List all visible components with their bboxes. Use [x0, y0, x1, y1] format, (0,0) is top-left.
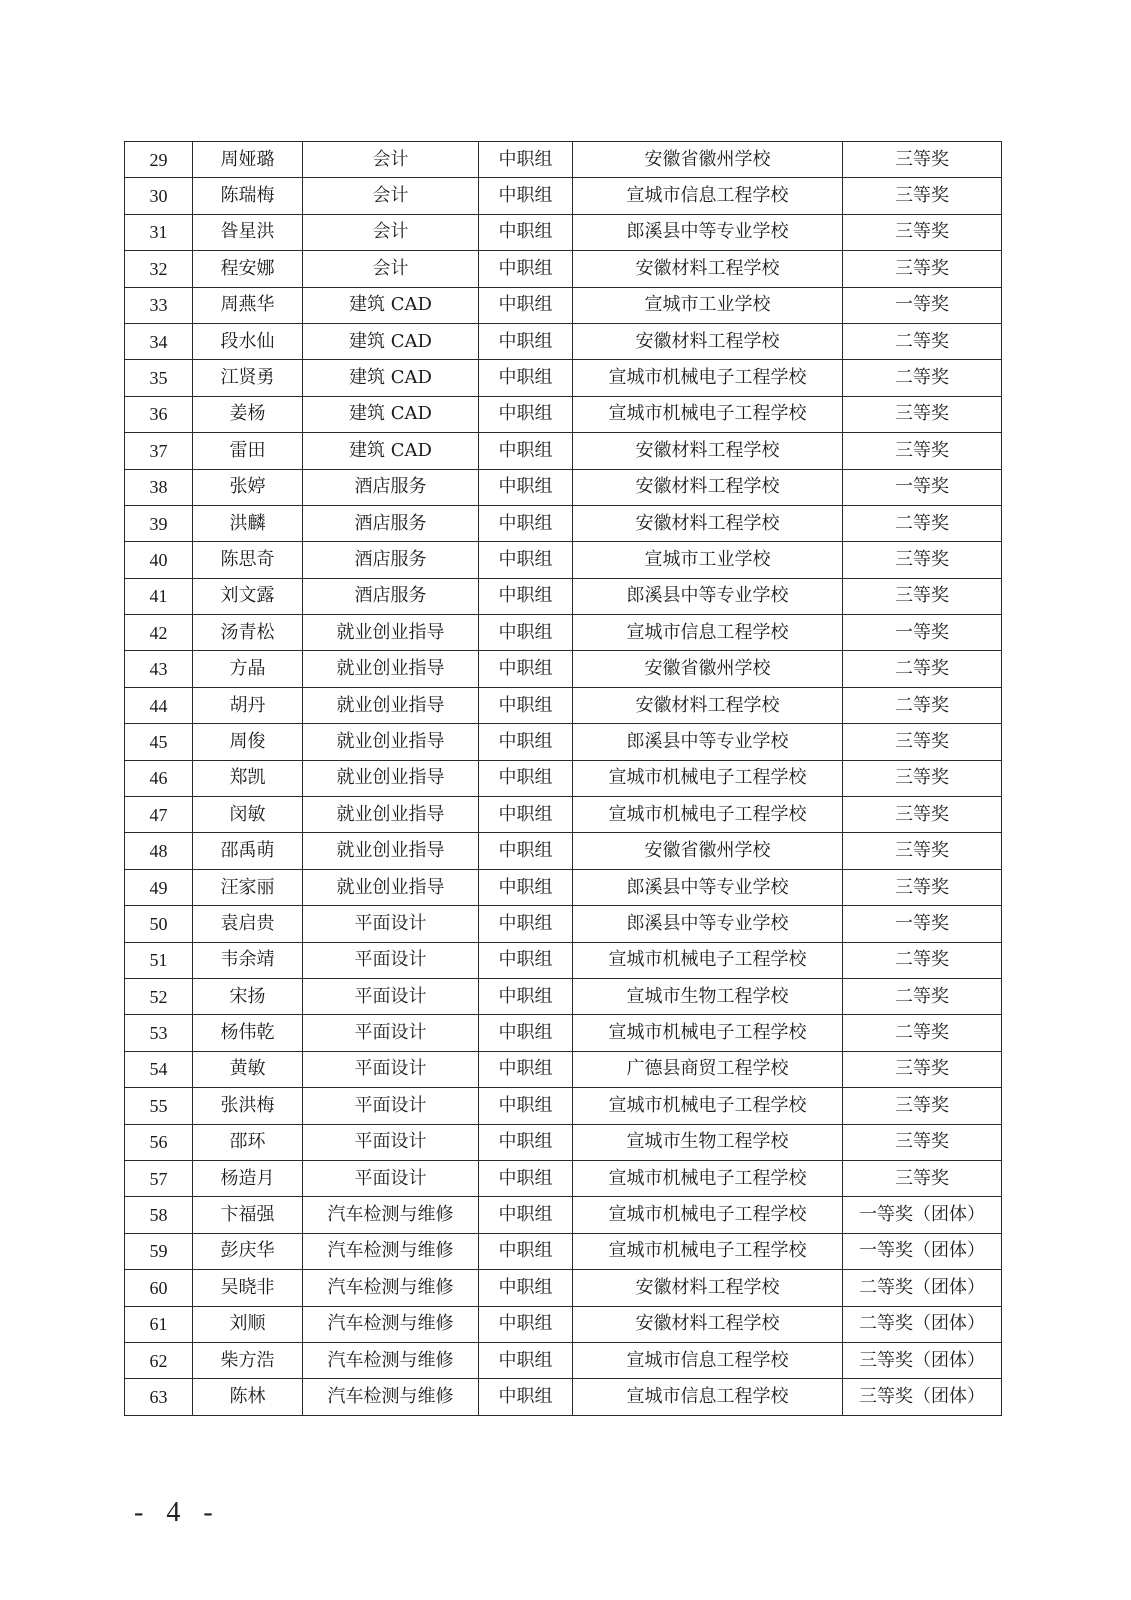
group-cell: 中职组	[479, 1197, 573, 1233]
name-cell: 周燕华	[193, 287, 303, 323]
major-cell: 就业创业指导	[303, 869, 479, 905]
table-row	[125, 287, 1002, 323]
group-cell: 中职组	[479, 869, 573, 905]
award-table	[124, 141, 1002, 1416]
table-row	[125, 906, 1002, 942]
table-row	[125, 651, 1002, 687]
name-cell: 洪麟	[193, 505, 303, 541]
row-number-cell: 31	[125, 214, 193, 250]
award-cell: 三等奖	[843, 1051, 1002, 1087]
group-cell: 中职组	[479, 1160, 573, 1196]
row-number-cell: 61	[125, 1306, 193, 1342]
table-row	[125, 1306, 1002, 1342]
row-number-cell: 29	[125, 142, 193, 178]
group-cell: 中职组	[479, 433, 573, 469]
award-cell: 一等奖	[843, 287, 1002, 323]
name-cell: 杨造月	[193, 1160, 303, 1196]
major-cell: 就业创业指导	[303, 833, 479, 869]
table-row	[125, 142, 1002, 178]
major-cell: 就业创业指导	[303, 760, 479, 796]
major-cell: 就业创业指导	[303, 687, 479, 723]
major-cell: 汽车检测与维修	[303, 1270, 479, 1306]
school-cell: 郎溪县中等专业学校	[573, 906, 843, 942]
group-cell: 中职组	[479, 1233, 573, 1269]
row-number-cell: 62	[125, 1342, 193, 1378]
major-cell: 就业创业指导	[303, 797, 479, 833]
major-cell: 建筑 CAD	[303, 323, 479, 359]
table-row	[125, 251, 1002, 287]
row-number-cell: 58	[125, 1197, 193, 1233]
table-row	[125, 1160, 1002, 1196]
award-cell: 三等奖	[843, 1124, 1002, 1160]
award-cell: 一等奖	[843, 906, 1002, 942]
award-cell: 三等奖	[843, 142, 1002, 178]
school-cell: 安徽材料工程学校	[573, 1306, 843, 1342]
name-cell: 周俊	[193, 724, 303, 760]
school-cell: 宣城市工业学校	[573, 287, 843, 323]
group-cell: 中职组	[479, 505, 573, 541]
school-cell: 安徽材料工程学校	[573, 469, 843, 505]
school-cell: 宣城市信息工程学校	[573, 1342, 843, 1378]
row-number-cell: 55	[125, 1088, 193, 1124]
row-number-cell: 59	[125, 1233, 193, 1269]
school-cell: 安徽材料工程学校	[573, 323, 843, 359]
table-row	[125, 1379, 1002, 1415]
major-cell: 就业创业指导	[303, 724, 479, 760]
name-cell: 吴晓非	[193, 1270, 303, 1306]
school-cell: 广德县商贸工程学校	[573, 1051, 843, 1087]
award-cell: 一等奖	[843, 615, 1002, 651]
row-number-cell: 56	[125, 1124, 193, 1160]
award-cell: 三等奖	[843, 1088, 1002, 1124]
row-number-cell: 48	[125, 833, 193, 869]
row-number-cell: 36	[125, 396, 193, 432]
award-cell: 二等奖	[843, 505, 1002, 541]
school-cell: 郎溪县中等专业学校	[573, 724, 843, 760]
school-cell: 宣城市信息工程学校	[573, 615, 843, 651]
school-cell: 宣城市机械电子工程学校	[573, 1015, 843, 1051]
row-number-cell: 30	[125, 178, 193, 214]
table-row	[125, 360, 1002, 396]
name-cell: 汪家丽	[193, 869, 303, 905]
row-number-cell: 52	[125, 978, 193, 1014]
school-cell: 郎溪县中等专业学校	[573, 869, 843, 905]
name-cell: 张洪梅	[193, 1088, 303, 1124]
name-cell: 段水仙	[193, 323, 303, 359]
name-cell: 郑凯	[193, 760, 303, 796]
name-cell: 杨伟乾	[193, 1015, 303, 1051]
row-number-cell: 50	[125, 906, 193, 942]
group-cell: 中职组	[479, 1342, 573, 1378]
table-row	[125, 797, 1002, 833]
school-cell: 安徽材料工程学校	[573, 1270, 843, 1306]
school-cell: 宣城市机械电子工程学校	[573, 360, 843, 396]
name-cell: 周娅璐	[193, 142, 303, 178]
name-cell: 卞福强	[193, 1197, 303, 1233]
award-cell: 三等奖	[843, 396, 1002, 432]
group-cell: 中职组	[479, 833, 573, 869]
table-row	[125, 1233, 1002, 1269]
school-cell: 宣城市生物工程学校	[573, 978, 843, 1014]
school-cell: 安徽省徽州学校	[573, 651, 843, 687]
award-cell: 三等奖	[843, 797, 1002, 833]
table-row	[125, 542, 1002, 578]
table-row	[125, 469, 1002, 505]
major-cell: 汽车检测与维修	[303, 1233, 479, 1269]
major-cell: 就业创业指导	[303, 651, 479, 687]
school-cell: 宣城市工业学校	[573, 542, 843, 578]
major-cell: 平面设计	[303, 1088, 479, 1124]
school-cell: 宣城市机械电子工程学校	[573, 1197, 843, 1233]
table-row	[125, 687, 1002, 723]
row-number-cell: 42	[125, 615, 193, 651]
row-number-cell: 47	[125, 797, 193, 833]
group-cell: 中职组	[479, 615, 573, 651]
school-cell: 宣城市机械电子工程学校	[573, 1233, 843, 1269]
school-cell: 宣城市生物工程学校	[573, 1124, 843, 1160]
name-cell: 宋扬	[193, 978, 303, 1014]
award-cell: 三等奖	[843, 214, 1002, 250]
award-table-body	[125, 142, 1002, 1416]
table-row	[125, 1197, 1002, 1233]
school-cell: 宣城市机械电子工程学校	[573, 1160, 843, 1196]
school-cell: 安徽材料工程学校	[573, 251, 843, 287]
group-cell: 中职组	[479, 760, 573, 796]
name-cell: 陈思奇	[193, 542, 303, 578]
award-cell: 二等奖	[843, 978, 1002, 1014]
name-cell: 邵禹萌	[193, 833, 303, 869]
award-cell: 三等奖（团体）	[843, 1342, 1002, 1378]
name-cell: 方晶	[193, 651, 303, 687]
name-cell: 江贤勇	[193, 360, 303, 396]
group-cell: 中职组	[479, 1124, 573, 1160]
award-cell: 三等奖	[843, 1160, 1002, 1196]
table-row	[125, 724, 1002, 760]
row-number-cell: 34	[125, 323, 193, 359]
group-cell: 中职组	[479, 797, 573, 833]
group-cell: 中职组	[479, 251, 573, 287]
award-cell: 二等奖	[843, 1015, 1002, 1051]
school-cell: 宣城市机械电子工程学校	[573, 1088, 843, 1124]
major-cell: 会计	[303, 214, 479, 250]
award-cell: 三等奖	[843, 542, 1002, 578]
group-cell: 中职组	[479, 360, 573, 396]
major-cell: 会计	[303, 251, 479, 287]
row-number-cell: 37	[125, 433, 193, 469]
award-cell: 三等奖	[843, 178, 1002, 214]
table-row	[125, 615, 1002, 651]
name-cell: 彭庆华	[193, 1233, 303, 1269]
table-row	[125, 978, 1002, 1014]
award-cell: 三等奖	[843, 760, 1002, 796]
group-cell: 中职组	[479, 214, 573, 250]
award-table-container	[124, 141, 1001, 1416]
table-row	[125, 214, 1002, 250]
group-cell: 中职组	[479, 906, 573, 942]
name-cell: 雷田	[193, 433, 303, 469]
group-cell: 中职组	[479, 651, 573, 687]
award-cell: 二等奖（团体）	[843, 1306, 1002, 1342]
major-cell: 汽车检测与维修	[303, 1197, 479, 1233]
table-row	[125, 578, 1002, 614]
major-cell: 汽车检测与维修	[303, 1342, 479, 1378]
school-cell: 宣城市机械电子工程学校	[573, 396, 843, 432]
major-cell: 建筑 CAD	[303, 360, 479, 396]
major-cell: 平面设计	[303, 942, 479, 978]
major-cell: 汽车检测与维修	[303, 1379, 479, 1415]
table-row	[125, 869, 1002, 905]
award-cell: 二等奖	[843, 687, 1002, 723]
name-cell: 刘顺	[193, 1306, 303, 1342]
group-cell: 中职组	[479, 978, 573, 1014]
school-cell: 安徽省徽州学校	[573, 833, 843, 869]
table-row	[125, 396, 1002, 432]
major-cell: 建筑 CAD	[303, 287, 479, 323]
group-cell: 中职组	[479, 1015, 573, 1051]
award-cell: 二等奖	[843, 360, 1002, 396]
name-cell: 刘文露	[193, 578, 303, 614]
award-cell: 一等奖（团体）	[843, 1197, 1002, 1233]
major-cell: 酒店服务	[303, 542, 479, 578]
table-row	[125, 942, 1002, 978]
name-cell: 姜杨	[193, 396, 303, 432]
major-cell: 平面设计	[303, 1124, 479, 1160]
major-cell: 酒店服务	[303, 469, 479, 505]
group-cell: 中职组	[479, 542, 573, 578]
name-cell: 张婷	[193, 469, 303, 505]
award-cell: 三等奖	[843, 869, 1002, 905]
award-cell: 一等奖（团体）	[843, 1233, 1002, 1269]
row-number-cell: 46	[125, 760, 193, 796]
table-row	[125, 323, 1002, 359]
award-cell: 二等奖	[843, 942, 1002, 978]
name-cell: 陈林	[193, 1379, 303, 1415]
award-cell: 二等奖（团体）	[843, 1270, 1002, 1306]
school-cell: 宣城市机械电子工程学校	[573, 797, 843, 833]
name-cell: 韦余靖	[193, 942, 303, 978]
group-cell: 中职组	[479, 1306, 573, 1342]
name-cell: 胡丹	[193, 687, 303, 723]
major-cell: 酒店服务	[303, 578, 479, 614]
major-cell: 平面设计	[303, 1015, 479, 1051]
name-cell: 柴方浩	[193, 1342, 303, 1378]
table-row	[125, 1124, 1002, 1160]
name-cell: 昝星洪	[193, 214, 303, 250]
row-number-cell: 33	[125, 287, 193, 323]
major-cell: 汽车检测与维修	[303, 1306, 479, 1342]
table-row	[125, 833, 1002, 869]
group-cell: 中职组	[479, 1379, 573, 1415]
award-cell: 三等奖（团体）	[843, 1379, 1002, 1415]
school-cell: 安徽省徽州学校	[573, 142, 843, 178]
row-number-cell: 63	[125, 1379, 193, 1415]
table-row	[125, 1088, 1002, 1124]
group-cell: 中职组	[479, 469, 573, 505]
major-cell: 平面设计	[303, 906, 479, 942]
group-cell: 中职组	[479, 323, 573, 359]
table-row	[125, 1270, 1002, 1306]
name-cell: 陈瑞梅	[193, 178, 303, 214]
table-row	[125, 1051, 1002, 1087]
row-number-cell: 32	[125, 251, 193, 287]
group-cell: 中职组	[479, 287, 573, 323]
award-cell: 三等奖	[843, 833, 1002, 869]
group-cell: 中职组	[479, 942, 573, 978]
row-number-cell: 54	[125, 1051, 193, 1087]
row-number-cell: 53	[125, 1015, 193, 1051]
row-number-cell: 57	[125, 1160, 193, 1196]
major-cell: 建筑 CAD	[303, 396, 479, 432]
table-row	[125, 178, 1002, 214]
school-cell: 宣城市信息工程学校	[573, 1379, 843, 1415]
school-cell: 安徽材料工程学校	[573, 687, 843, 723]
major-cell: 会计	[303, 142, 479, 178]
group-cell: 中职组	[479, 724, 573, 760]
table-row	[125, 1015, 1002, 1051]
major-cell: 建筑 CAD	[303, 433, 479, 469]
name-cell: 袁启贵	[193, 906, 303, 942]
table-row	[125, 505, 1002, 541]
row-number-cell: 44	[125, 687, 193, 723]
award-cell: 二等奖	[843, 323, 1002, 359]
award-cell: 一等奖	[843, 469, 1002, 505]
row-number-cell: 45	[125, 724, 193, 760]
group-cell: 中职组	[479, 178, 573, 214]
row-number-cell: 41	[125, 578, 193, 614]
award-cell: 二等奖	[843, 651, 1002, 687]
row-number-cell: 38	[125, 469, 193, 505]
name-cell: 邵环	[193, 1124, 303, 1160]
school-cell: 宣城市机械电子工程学校	[573, 760, 843, 796]
award-cell: 三等奖	[843, 578, 1002, 614]
group-cell: 中职组	[479, 1051, 573, 1087]
award-cell: 三等奖	[843, 251, 1002, 287]
row-number-cell: 51	[125, 942, 193, 978]
row-number-cell: 49	[125, 869, 193, 905]
group-cell: 中职组	[479, 1270, 573, 1306]
major-cell: 会计	[303, 178, 479, 214]
row-number-cell: 60	[125, 1270, 193, 1306]
school-cell: 安徽材料工程学校	[573, 505, 843, 541]
row-number-cell: 43	[125, 651, 193, 687]
school-cell: 郎溪县中等专业学校	[573, 214, 843, 250]
school-cell: 安徽材料工程学校	[573, 433, 843, 469]
school-cell: 宣城市信息工程学校	[573, 178, 843, 214]
award-cell: 三等奖	[843, 433, 1002, 469]
major-cell: 就业创业指导	[303, 615, 479, 651]
major-cell: 平面设计	[303, 978, 479, 1014]
school-cell: 郎溪县中等专业学校	[573, 578, 843, 614]
row-number-cell: 35	[125, 360, 193, 396]
name-cell: 汤青松	[193, 615, 303, 651]
page-number: - 4 -	[134, 1497, 221, 1528]
table-row	[125, 1342, 1002, 1378]
row-number-cell: 39	[125, 505, 193, 541]
major-cell: 平面设计	[303, 1160, 479, 1196]
major-cell: 酒店服务	[303, 505, 479, 541]
row-number-cell: 40	[125, 542, 193, 578]
major-cell: 平面设计	[303, 1051, 479, 1087]
group-cell: 中职组	[479, 687, 573, 723]
group-cell: 中职组	[479, 578, 573, 614]
group-cell: 中职组	[479, 396, 573, 432]
table-row	[125, 433, 1002, 469]
award-cell: 三等奖	[843, 724, 1002, 760]
group-cell: 中职组	[479, 142, 573, 178]
school-cell: 宣城市机械电子工程学校	[573, 942, 843, 978]
table-row	[125, 760, 1002, 796]
name-cell: 黄敏	[193, 1051, 303, 1087]
group-cell: 中职组	[479, 1088, 573, 1124]
name-cell: 闵敏	[193, 797, 303, 833]
name-cell: 程安娜	[193, 251, 303, 287]
